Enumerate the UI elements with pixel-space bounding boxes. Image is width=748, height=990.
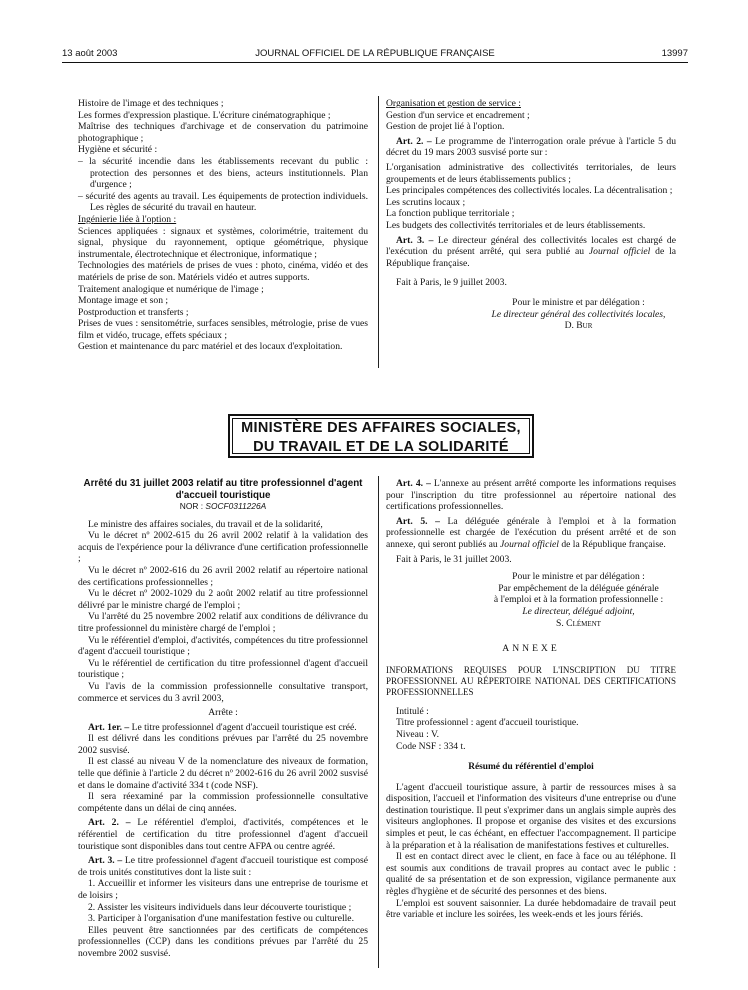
text-line: Traitement analogique et numérique de l'image ; — [78, 283, 264, 295]
signature-block — [386, 571, 676, 629]
text-line: Vu le décret nº 2002-616 du 26 avril 2002 relatif au répertoire national des certifications professionnelles ; — [78, 564, 368, 588]
nor-reference: NOR : SOCF0311226A — [179, 501, 267, 511]
article-label: Art. 2. – — [88, 817, 131, 829]
signature-line: Pour le ministre et par délégation : — [512, 571, 645, 583]
header-rule — [62, 62, 688, 63]
text-line: Histoire de l'image et des techniques ; — [78, 98, 224, 109]
resume-heading: Résumé du référentiel d'emploi — [468, 762, 594, 773]
article-2: Art. 2. – Le programme de l'interrogation orale prévue à l'article 5 du décret du 19 mars 2003 susvisé porte sur : — [386, 135, 677, 159]
article-5: Art. 5. – La déléguée générale à l'emploi et à la formation professionnelle est chargée de l'exécution du présent arrêté et de son annexe, qui seront publiés au Journal officiel de la République française. — [386, 515, 676, 550]
ministry-line-2: DU TRAVAIL ET DE LA SOLIDARITÉ — [253, 439, 509, 455]
text-line: L'agent d'accueil touristique assure, à partir de ressources mises à sa disposition, l'accueil et l'information des visiteurs d'une entreprise ou d'une destination touristique. Il peut s'exprimer dans un anglais simple auprès des visiteurs anglophones. Il propose et organise des visites et des excursions simples et peut, le cas échéant, en effectuer l'accompagnement. Il participe à la préparation et à la réalisation de manifestations festives et culturelles. — [386, 781, 676, 851]
article-label: Art. 1er. – — [88, 721, 130, 733]
section-heading: Ingénierie liée à l'option : — [78, 213, 177, 225]
header-page-number: 13997 — [661, 48, 688, 59]
top-right-column — [386, 98, 676, 332]
text-line: Les budgets des collectivités territoriales et de leurs établissements. — [386, 219, 646, 231]
text-line: Il est en contact direct avec le client, en face à face ou au téléphone. Il est soumis aux conditions de travail propres au contact avec le public : qualité de sa présentation et de son expression, vigilance permanente aux règles d'hygiène et de sécurité des personnes et des biens. — [386, 851, 676, 898]
article-label: Art. 3. – — [396, 234, 434, 246]
text-line: Il est délivré dans les conditions prévues par l'arrêté du 25 novembre 2002 susvisé. — [78, 733, 368, 756]
fait-a-paris: Fait à Paris, le 9 juillet 2003. — [396, 277, 507, 289]
text-line: Il sera réexaminé par la commission professionnelle consultative compétente dans un délai de cinq années. — [78, 791, 368, 814]
bottom-right-column — [386, 478, 676, 921]
text-line: – la sécurité incendie dans les établissements recevant du public : protection des personnes et des biens, acteurs institutionnels. Plan d'urgence ; — [78, 155, 368, 191]
fait-a-paris: Fait à Paris, le 31 juillet 2003. — [396, 553, 512, 565]
article-label: Art. 5. – — [396, 515, 440, 527]
text-line: L'emploi est souvent saisonnier. La durée hebdomadaire de travail peut être variable et inclure les soirées, les week-ends et les jours fériés. — [386, 897, 676, 921]
text-line: Vu le référentiel d'emploi, d'activités, compétences du titre professionnel d'agent d'accueil touristique ; — [78, 634, 368, 658]
article-1: Art. 1er. – Le titre professionnel d'agent d'accueil touristique est créé. — [88, 721, 357, 733]
text-line: Gestion d'un service et encadrement ; — [386, 109, 530, 121]
signature-block — [386, 297, 676, 332]
article-4: Art. 4. – L'annexe au présent arrêté comporte les informations requises pour l'inscription du titre professionnel au répertoire national des certifications professionnelles. — [386, 478, 676, 513]
text-line: Hygiène et sécurité : — [78, 144, 158, 156]
text-line: 1. Accueillir et informer les visiteurs dans une entreprise de tourisme et de loisirs ; — [78, 878, 368, 901]
signature-line: à l'emploi et à la formation professionnelle : — [493, 594, 664, 606]
text-line: Prises de vues : sensitométrie, surfaces sensibles, métrologie, prise de vues film et vidéo, trucage, effets spéciaux ; — [78, 318, 368, 341]
top-left-column — [78, 98, 368, 353]
arrete-heading: Arrête : — [208, 707, 238, 719]
text-line: Les principales compétences des collectivités locales. La décentralisation ; — [386, 185, 673, 197]
text-line: – sécurité des agents au travail. Les équipements de protection individuels. Les règles de sécurité du travail en hauteur. — [78, 190, 368, 214]
text-line: Vu le décret nº 2002-1029 du 2 août 2002 relatif au titre professionnel délivré par le ministre chargé de l'emploi ; — [78, 588, 368, 611]
text-line: 2. Assister les visiteurs individuels dans leur découverte touristique ; — [88, 901, 352, 913]
text-line: Elles peuvent être sanctionnées par des certificats de compétences professionnelles (CCP) dans les conditions prévues par l'arrêté du 25 novembre 2002 susvisé. — [78, 924, 368, 959]
signatory-name: S. Clément — [556, 617, 601, 629]
signature-line: Le directeur général des collectivités locales, — [491, 308, 666, 320]
ministry-line-1: MINISTÈRE DES AFFAIRES SOCIALES, — [241, 420, 521, 436]
signature-line: Pour le ministre et par délégation : — [512, 296, 645, 308]
article-2: Art. 2. – Le référentiel d'emploi, d'activités, compétences et le référentiel de certification du titre professionnel d'agent d'accueil touristique sont disponibles dans tout centre AFPA ou centre agréé. — [78, 817, 368, 852]
signatory-name: D. Bur — [564, 320, 593, 332]
text-line: Titre professionnel : agent d'accueil touristique. — [396, 717, 579, 729]
certification-details — [386, 706, 676, 752]
text-line: Gestion de projet lié à l'option. — [386, 121, 505, 133]
article-3: Art. 3. – Le titre professionnel d'agent d'accueil touristique est composé de trois unités constitutives dont la liste suit : — [78, 855, 368, 878]
text-line: Les scrutins locaux ; — [386, 196, 466, 208]
text-line: Le ministre des affaires sociales, du travail et de la solidarité, — [88, 518, 323, 530]
text-line: Montage image et son ; — [78, 295, 169, 307]
annexe-info-title: INFORMATIONS REQUISES POUR L'INSCRIPTION DU TITRE PROFESSIONNEL AU RÉPERTOIRE NATIONAL DES CERTIFICATIONS PROFESSIONNELLES — [386, 664, 676, 697]
text-line: Postproduction et transferts ; — [78, 306, 189, 318]
text-line: La fonction publique territoriale ; — [386, 208, 515, 220]
text-line: Sciences appliquées : signaux et systèmes, colorimétrie, traitement du signal, physique du rayonnement, optique géométrique, physique instrumentale, électrotechnique et électronique, informatique ; — [78, 225, 368, 260]
column-divider — [378, 476, 379, 968]
text-line: Gestion et maintenance du parc matériel et des locaux d'exploitation. — [78, 341, 343, 353]
text-line: Vu l'arrêté du 25 novembre 2002 relatif aux conditions de délivrance du titre professionnel du ministère chargé de l'emploi ; — [78, 611, 368, 634]
bottom-left-column — [78, 478, 368, 960]
text-line: L'organisation administrative des collectivités territoriales, de leurs groupements et de leurs établissements publics ; — [386, 161, 676, 185]
page-header — [62, 48, 688, 62]
text-line: Les formes d'expression plastique. L'écriture cinématographique ; — [78, 109, 331, 121]
text-line: Vu l'avis de la commission professionnelle consultative transport, commerce et services du 3 avril 2003, — [78, 680, 368, 704]
article-label: Art. 3. – — [88, 855, 123, 867]
text-line: Vu le référentiel de certification du titre professionnel d'agent d'accueil touristique ; — [78, 657, 368, 681]
text-line: Code NSF : 334 t. — [396, 740, 466, 752]
signature-line: Le directeur, délégué adjoint, — [522, 605, 635, 617]
text-line: Vu le décret nº 2002-615 du 26 avril 2002 relatif à la validation des acquis de l'expérience pour la délivrance d'une certification professionnelle ; — [78, 530, 368, 565]
text-line: Intitulé : — [396, 705, 429, 717]
text-line: Il est classé au niveau V de la nomenclature des niveaux de formation, telle que définie à l'article 2 du décret nº 2002-616 du 26 avril 2002 susvisé et dans le domaine d'activité 334 t (code NSF). — [78, 756, 368, 791]
text-line: 3. Participer à l'organisation d'une manifestation festive ou culturelle. — [88, 913, 354, 925]
text-line: Maîtrise des techniques d'archivage et de conservation du patrimoine photographique ; — [78, 121, 368, 144]
signature-line: Par empêchement de la déléguée générale — [498, 582, 659, 594]
article-label: Art. 2. – — [396, 135, 432, 147]
section-heading: Organisation et gestion de service : — [386, 98, 521, 109]
decree-title: Arrêté du 31 juillet 2003 relatif au titre professionnel d'agent d'accueil touristique — [83, 478, 363, 501]
annexe-heading: ANNEXE — [502, 643, 560, 655]
article-3: Art. 3. – Le directeur général des collectivités locales est chargé de l'exécution du présent arrêté, qui sera publié au Journal officiel de la République française. — [386, 234, 676, 269]
header-journal-title: JOURNAL OFFICIEL DE LA RÉPUBLIQUE FRANÇAISE — [255, 48, 495, 59]
column-divider — [378, 96, 379, 368]
text-line: Niveau : V. — [396, 728, 440, 740]
header-date: 13 août 2003 — [62, 48, 118, 59]
text-line: Technologies des matériels de prises de vues : photo, cinéma, vidéo et des matériels de prise de son. Matériels vidéo et autres supports. — [78, 260, 368, 283]
ministry-banner — [228, 414, 534, 458]
article-label: Art. 4. – — [396, 478, 431, 489]
